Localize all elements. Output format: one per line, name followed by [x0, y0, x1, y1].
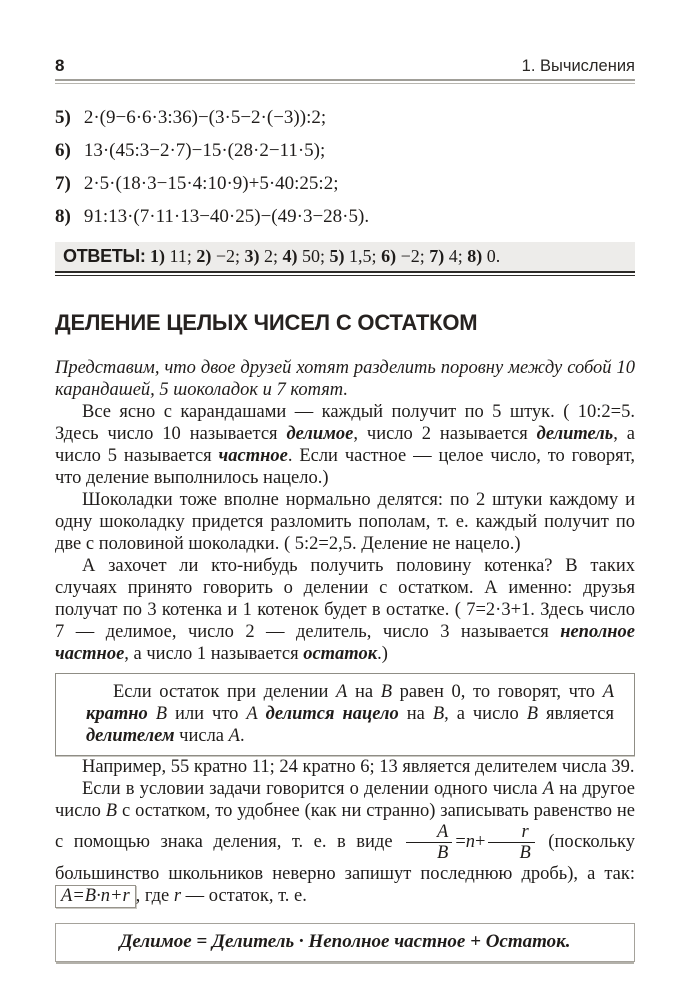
exercise-list — [55, 101, 635, 233]
paragraph-pencils: Все ясно с карандашами — каждый получит по 5 штук. ( 10:2=5. Здесь число 10 называется делимое, число 2 называется делитель, а число 5 называется частное. Если частное — целое число, то говорят, что деление выполнилось нацело.) — [55, 402, 635, 488]
paragraph-chocolates: Шоколадки тоже вполне нормально делятся: по 2 штуки каждому и одну шоколадку придется разломить пополам, т. е. каждый получит по две с половиной шоколадки. ( 5:2=2,5. Деление не нацело.) — [55, 490, 635, 554]
exercise-number: 8) — [55, 206, 71, 227]
exercise-expression: 91:13·(7·11·13−40·25)−(49·3−28·5). — [83, 206, 370, 227]
exercise-number: 5) — [55, 107, 71, 128]
formula-box — [55, 923, 635, 962]
chapter-title: 1. Вычисления — [521, 57, 635, 75]
page-number: 8 — [55, 56, 65, 75]
exercise-expression: 2·(9−6·6·3:36)−(3·5−2·(−3)):2; — [83, 107, 327, 128]
section-title: ДЕЛЕНИЕ ЦЕЛЫХ ЧИСЕЛ С ОСТАТКОМ — [55, 310, 478, 335]
formula-text: Делимое = Делитель · Неполное частное + Остаток. — [119, 931, 571, 952]
header-rule — [55, 79, 635, 84]
answers-line: ОТВЕТЫ: 1) 11; 2) −2; 3) 2; 4) 50; 5) 1,5; 6) −2; 7) 4; 8) 0. — [55, 242, 635, 273]
paragraph-kittens: А захочет ли кто-нибудь получить половину котенка? В таких случаях принято говорить о делении с остатком. А именно: друзья получат по 3 котенка и 1 котенок будет в остатке. ( 7=2·3+1. Здесь число 7 — делимое, число 2 — делитель, число 3 называется неполное частное, а число 1 называется остаток.) — [55, 556, 635, 664]
exercise-expression: 13·(45:3−2·7)−15·(28·2−11·5); — [83, 140, 326, 161]
paragraph-example: Например, 55 кратно 11; 24 кратно 6; 13 является делителем числа 39. — [82, 757, 635, 777]
lead-paragraph: Представим, что двое друзей хотят разделить поровну между собой 10 карандашей, 5 шоколадок и 7 котят. — [55, 358, 635, 400]
exercise-item — [55, 200, 635, 233]
paragraph-division: Если в условии задачи говорится о делении одного числа A на другое число B с остатком, то удобнее (как ни странно) записывать равенство не с помощью знака деления, т. е. в виде $\frac{A}{B}$ =n+ $\frac{r}{B}$ (поскольку большинство школьников неверно запишут последнюю дробь), а так: A=B·n+r , где r — остаток, т. е. — [55, 779, 635, 906]
definition-text: Если остаток при делении A на B равен 0, то говорят, что A кратно B или что A делится нацело на B, а число B является делителем числа A. — [86, 682, 615, 746]
exercise-item — [55, 134, 635, 167]
answers-strip — [55, 242, 635, 276]
exercise-expression: 2·5·(18·3−15·4:10·9)+5·40:25:2; — [83, 173, 339, 194]
exercise-item — [55, 101, 635, 134]
exercise-number: 7) — [55, 173, 71, 194]
page-header — [55, 0, 635, 75]
exercise-item — [55, 167, 635, 200]
exercise-number: 6) — [55, 140, 71, 161]
definition-box — [55, 673, 635, 756]
